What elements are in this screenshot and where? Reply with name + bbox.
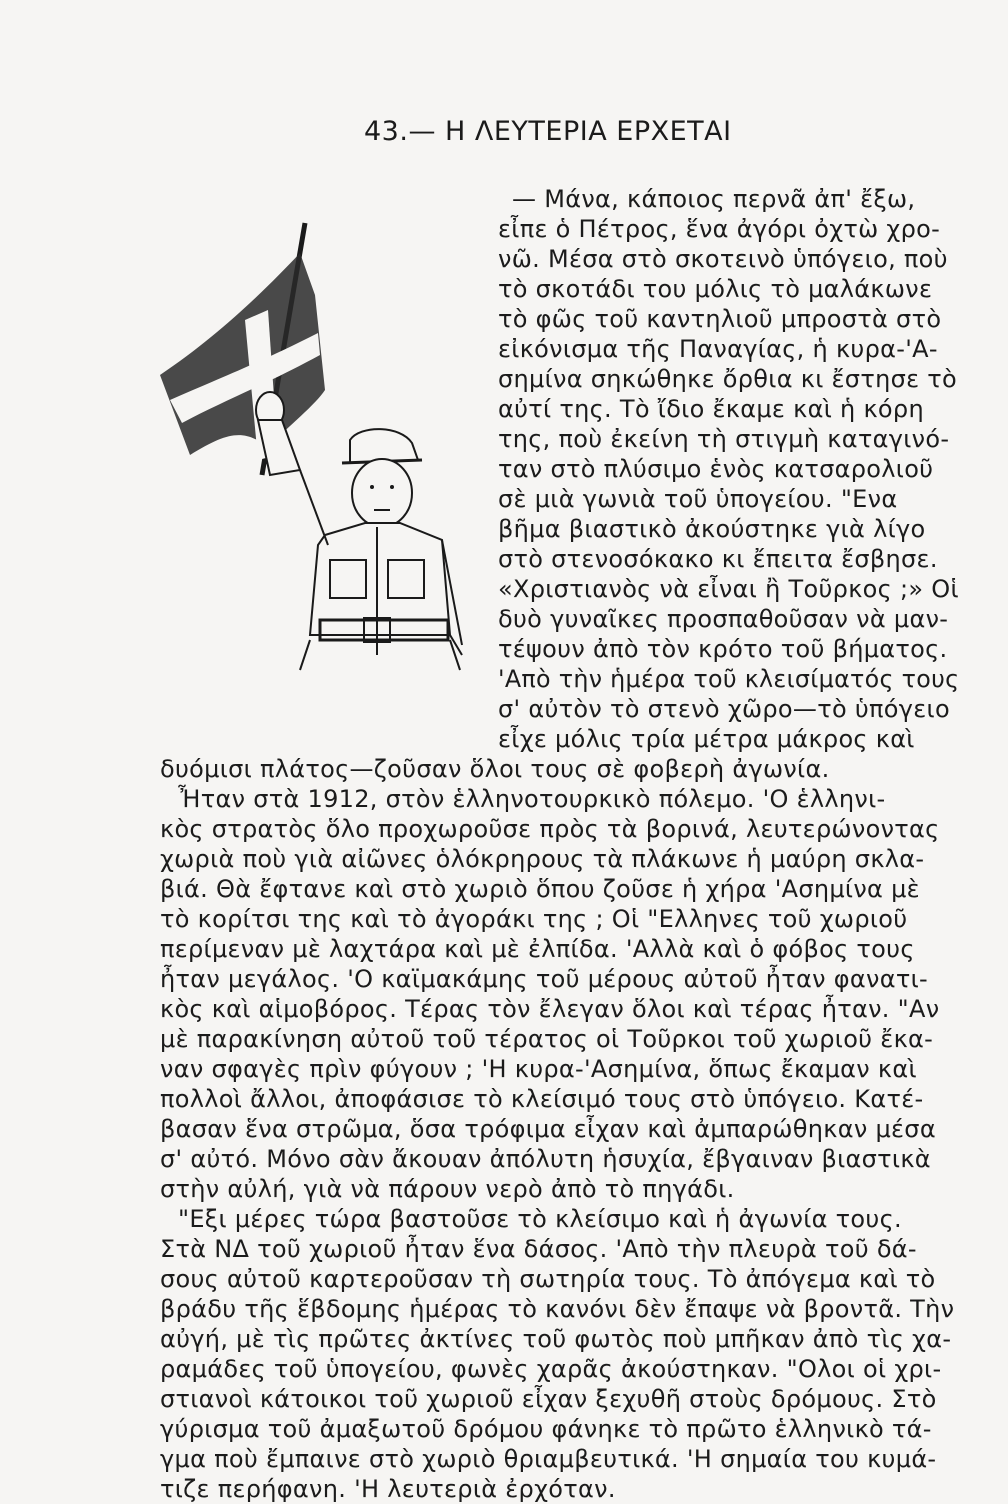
text-line: σ' αὐτό. Μόνο σὰν ἄκουαν ἀπόλυτη ἡσυχία, ἔβγαιναν βιαστικὰ bbox=[160, 1145, 931, 1173]
text-line: Στὰ ΝΔ τοῦ χωριοῦ ἦταν ἕνα δάσος. 'Απὸ τὴν πλευρὰ τοῦ δά- bbox=[160, 1235, 917, 1263]
text-line: περίμεναν μὲ λαχτάρα καὶ μὲ ἐλπίδα. 'Αλλὰ καὶ ὁ φόβος τους bbox=[160, 935, 915, 963]
text-line: Ἦταν στὰ 1912, στὸν ἑλληνοτουρκικὸ πόλεμο. 'Ο ἑλληνι- bbox=[178, 785, 886, 813]
text-line: — Μάνα, κάποιος περνᾶ ἀπ' ἔξω, bbox=[512, 185, 916, 213]
text-line: αὐτί της. Τὸ ἴδιο ἔκαμε καὶ ἡ κόρη bbox=[498, 395, 924, 423]
text-line: 'Απὸ τὴν ἡμέρα τοῦ κλεισίματός τους bbox=[498, 665, 960, 693]
text-line: βράδυ τῆς ἕβδομης ἡμέρας τὸ κανόνι δὲν ἔπαψε νὰ βροντᾶ. Τὴν bbox=[160, 1295, 955, 1323]
text-line: ἦταν μεγάλος. 'Ο καϊμακάμης τοῦ μέρους αὐτοῦ ἦταν φανατι- bbox=[160, 965, 928, 993]
text-line: εἶπε ὁ Πέτρος, ἕνα ἀγόρι ὀχτὼ χρο- bbox=[498, 215, 941, 243]
text-line: τὸ κορίτσι της καὶ τὸ ἀγοράκι της ; Οἱ "Ελληνες τοῦ χωριοῦ bbox=[160, 905, 908, 933]
text-line: χωριὰ ποὺ γιὰ αἰῶνες ὁλόκρηρους τὰ πλάκωνε ἡ μαύρη σκλα- bbox=[160, 845, 925, 873]
text-line: κὸς στρατὸς ὅλο προχωροῦσε πρὸς τὰ βορινά, λευτερώνοντας bbox=[160, 815, 940, 843]
text-line: βῆμα βιαστικὸ ἀκούστηκε γιὰ λίγο bbox=[498, 515, 926, 543]
text-line: σὲ μιὰ γωνιὰ τοῦ ὑπογείου. "Ενα bbox=[498, 485, 898, 513]
text-line: της, ποὺ ἐκείνη τὴ στιγμὴ καταγινό- bbox=[498, 425, 950, 453]
text-line: σ' αὐτὸν τὸ στενὸ χῶρο—τὸ ὑπόγειο bbox=[498, 695, 950, 723]
text-line: στιανοὶ κάτοικοι τοῦ χωριοῦ εἶχαν ξεχυθῆ στοὺς δρόμους. Στὸ bbox=[160, 1385, 937, 1413]
text-line: ταν στὸ πλύσιμο ἑνὸς κατσαρολιοῦ bbox=[498, 455, 934, 483]
text-line: μὲ παρακίνηση αὐτοῦ τοῦ τέρατος οἱ Τοῦρκοι τοῦ χωριοῦ ἔκα- bbox=[160, 1025, 934, 1053]
text-line: «Χριστιανὸς νὰ εἶναι ἢ Τοῦρκος ;» Οἱ bbox=[498, 575, 959, 603]
text-line: αὐγή, μὲ τὶς πρῶτες ἀκτίνες τοῦ φωτὸς ποὺ μπῆκαν ἀπὸ τὶς χα- bbox=[160, 1325, 952, 1353]
text-line: βιά. Θὰ ἔφτανε καὶ στὸ χωριὸ ὅπου ζοῦσε ἡ χήρα 'Ασημίνα μὲ bbox=[160, 875, 920, 903]
text-line: ραμάδες τοῦ ὑπογείου, φωνὲς χαρᾶς ἀκούστηκαν. "Ολοι οἱ χρι- bbox=[160, 1355, 942, 1383]
text-line: εἶχε μόλις τρία μέτρα μάκρος καὶ bbox=[498, 725, 915, 753]
text-line: κὸς καὶ αἱμοβόρος. Τέρας τὸν ἔλεγαν ὅλοι καὶ τέρας ἦταν. "Αν bbox=[160, 995, 940, 1023]
text-line: πολλοὶ ἄλλοι, ἀποφάσισε τὸ κλείσιμό τους στὸ ὑπόγειο. Κατέ- bbox=[160, 1085, 924, 1113]
text-line: δυόμισι πλάτος—ζοῦσαν ὅλοι τους σὲ φοβερὴ ἀγωνία. bbox=[160, 755, 830, 783]
text-line: τέψουν ἀπὸ τὸν κρότο τοῦ βήματος. bbox=[498, 635, 948, 663]
chapter-title: 43.— Η ΛΕΥΤΕΡΙΑ ΕΡΧΕΤΑΙ bbox=[364, 116, 732, 147]
text-line: ναν σφαγὲς πρὶν φύγουν ; 'Η κυρα-'Ασημίνα, ὅπως ἔκαμαν καὶ bbox=[160, 1055, 917, 1083]
text-line: γμα ποὺ ἔμπαινε στὸ χωριὸ θριαμβευτικά. 'Η σημαία του κυμά- bbox=[160, 1445, 937, 1473]
text-line: βασαν ἕνα στρῶμα, ὅσα τρόφιμα εἶχαν καὶ ἀμπαρώθηκαν μέσα bbox=[160, 1115, 936, 1143]
text-line: στὸ στενοσόκακο κι ἔπειτα ἔσβησε. bbox=[498, 545, 938, 573]
text-line: γύρισμα τοῦ ἀμαξωτοῦ δρόμου φάνηκε τὸ πρῶτο ἑλληνικὸ τά- bbox=[160, 1415, 932, 1443]
text-line: "Εξι μέρες τώρα βαστοῦσε τὸ κλείσιμο καὶ ἡ ἀγωνία τους. bbox=[178, 1205, 902, 1233]
text-line: τὸ σκοτάδι του μόλις τὸ μαλάκωνε bbox=[498, 275, 933, 303]
text-line: σους αὐτοῦ καρτεροῦσαν τὴ σωτηρία τους. Τὸ ἀπόγεμα καὶ τὸ bbox=[160, 1265, 936, 1293]
text-line: στὴν αὐλή, γιὰ νὰ πάρουν νερὸ ἀπὸ τὸ πηγάδι. bbox=[160, 1175, 735, 1203]
text-line: τὸ φῶς τοῦ καντηλιοῦ μπροστὰ στὸ bbox=[498, 305, 942, 333]
text-line: σημίνα σηκώθηκε ὄρθια κι ἔστησε τὸ bbox=[498, 365, 958, 393]
text-line: τιζε περήφανη. 'Η λευτεριὰ ἐρχόταν. bbox=[160, 1475, 616, 1503]
text-line: νῶ. Μέσα στὸ σκοτεινὸ ὑπόγειο, ποὺ bbox=[498, 245, 948, 273]
text-line: εἰκόνισμα τῆς Παναγίας, ἡ κυρα-'Α- bbox=[498, 335, 938, 363]
soldier-flag-illustration bbox=[150, 215, 470, 675]
text-line: δυὸ γυναῖκες προσπαθοῦσαν νὰ μαν- bbox=[498, 605, 949, 633]
